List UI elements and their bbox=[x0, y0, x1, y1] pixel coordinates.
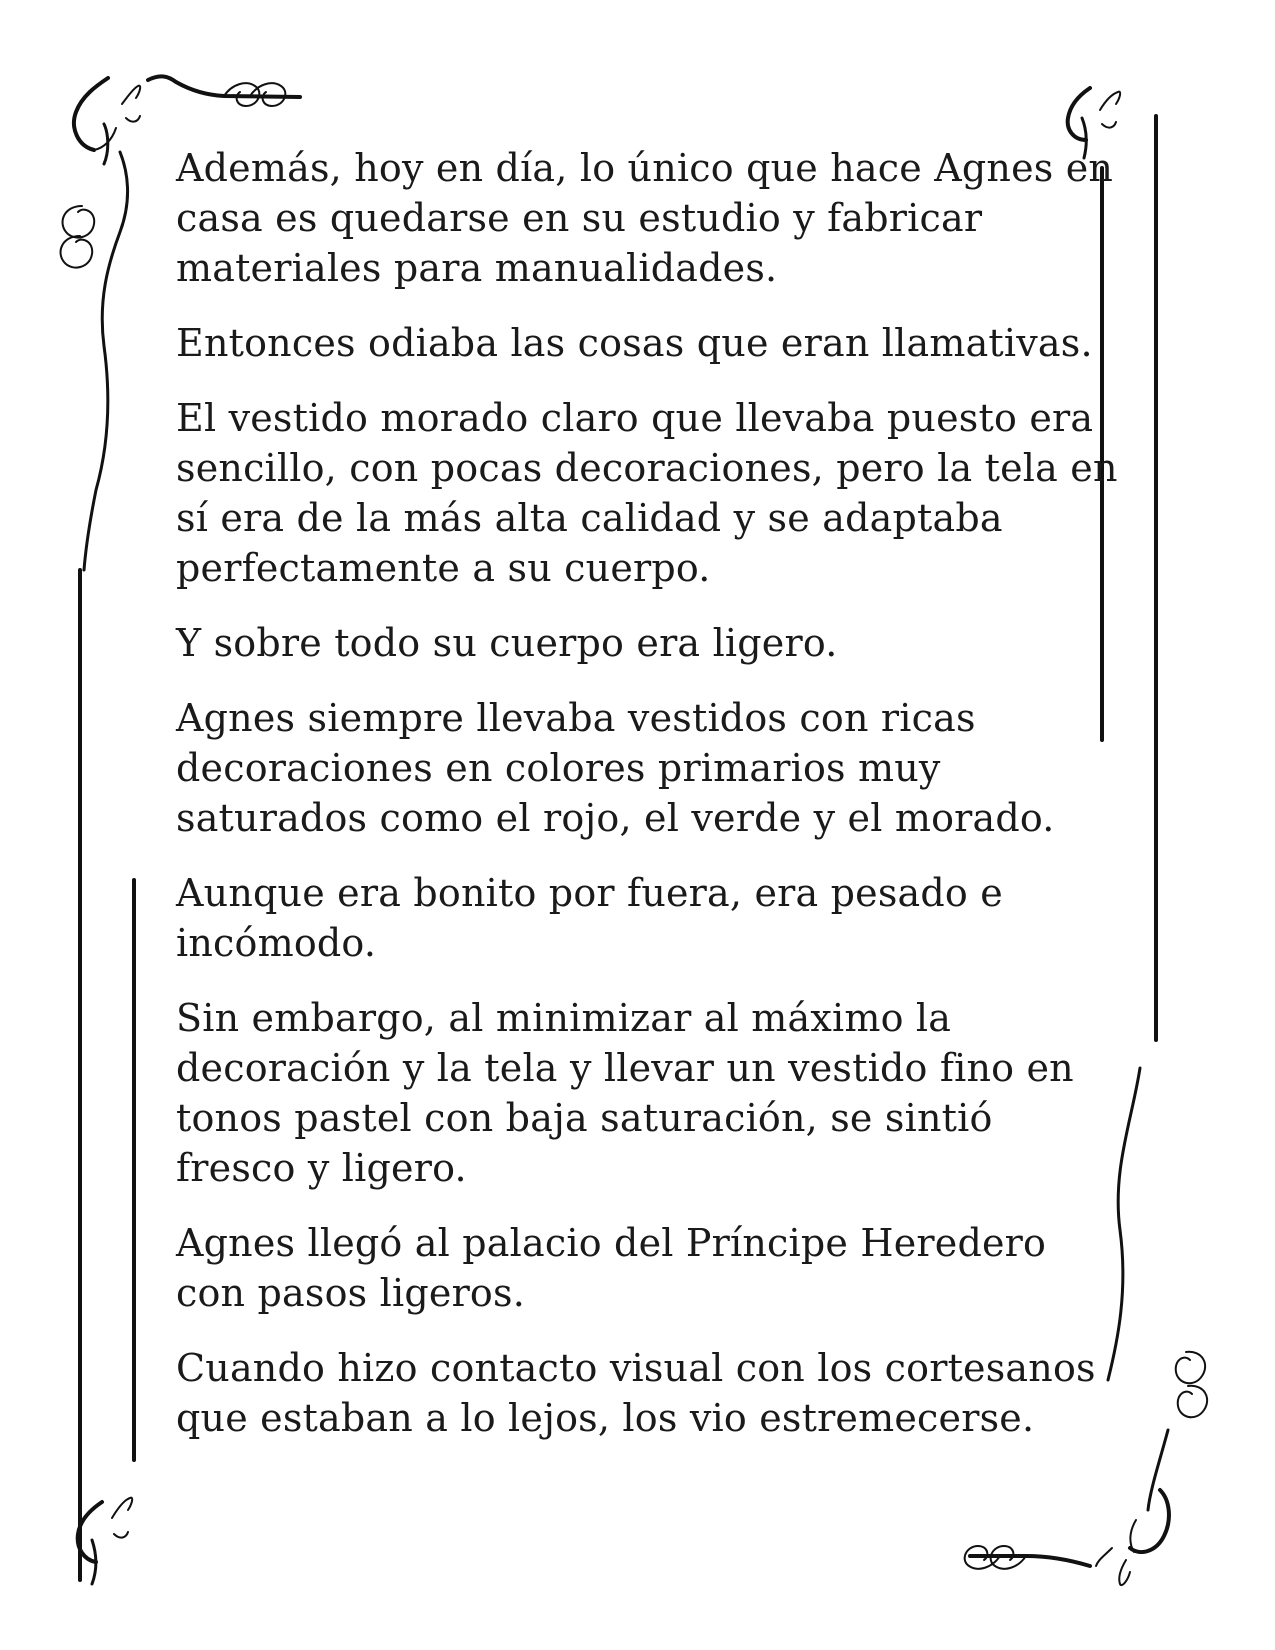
text-line: casa es quedarse en su estudio y fabricar bbox=[176, 196, 983, 240]
text-line: decoraciones en colores primarios muy bbox=[176, 746, 941, 790]
text-line: con pasos ligeros. bbox=[176, 1271, 525, 1315]
paragraph bbox=[176, 868, 1126, 968]
text-line: tonos pastel con baja saturación, se sintió bbox=[176, 1096, 993, 1140]
paragraph bbox=[176, 318, 1126, 368]
text-line: perfectamente a su cuerpo. bbox=[176, 546, 711, 590]
text-line: Cuando hizo contacto visual con los cortesanos bbox=[176, 1346, 1096, 1390]
text-line: Aunque era bonito por fuera, era pesado e bbox=[176, 871, 1003, 915]
text-line: Sin embargo, al minimizar al máximo la bbox=[176, 996, 952, 1040]
paragraph bbox=[176, 993, 1126, 1193]
paragraph bbox=[176, 1218, 1126, 1318]
paragraph bbox=[176, 693, 1126, 843]
text-line: saturados como el rojo, el verde y el morado. bbox=[176, 796, 1055, 840]
body-text bbox=[176, 143, 1126, 1468]
paragraph bbox=[176, 143, 1126, 293]
text-line: Y sobre todo su cuerpo era ligero. bbox=[176, 621, 838, 665]
text-line: sí era de la más alta calidad y se adaptaba bbox=[176, 496, 1003, 540]
text-line: decoración y la tela y llevar un vestido fino en bbox=[176, 1046, 1074, 1090]
text-line: fresco y ligero. bbox=[176, 1146, 467, 1190]
text-line: El vestido morado claro que llevaba puesto era bbox=[176, 396, 1094, 440]
text-line: materiales para manualidades. bbox=[176, 246, 778, 290]
text-line: Entonces odiaba las cosas que eran llamativas. bbox=[176, 321, 1093, 365]
text-line: Además, hoy en día, lo único que hace Agnes en bbox=[176, 146, 1114, 190]
paragraph bbox=[176, 1343, 1126, 1443]
text-line: Agnes siempre llevaba vestidos con ricas bbox=[176, 696, 976, 740]
text-line: sencillo, con pocas decoraciones, pero la tela en bbox=[176, 446, 1118, 490]
text-line: que estaban a lo lejos, los vio estremecerse. bbox=[176, 1396, 1035, 1440]
text-line: incómodo. bbox=[176, 921, 377, 965]
text-line: Agnes llegó al palacio del Príncipe Heredero bbox=[176, 1221, 1047, 1265]
paragraph bbox=[176, 393, 1126, 593]
bottom-left-flourish bbox=[78, 1498, 132, 1584]
paragraph bbox=[176, 618, 1126, 668]
